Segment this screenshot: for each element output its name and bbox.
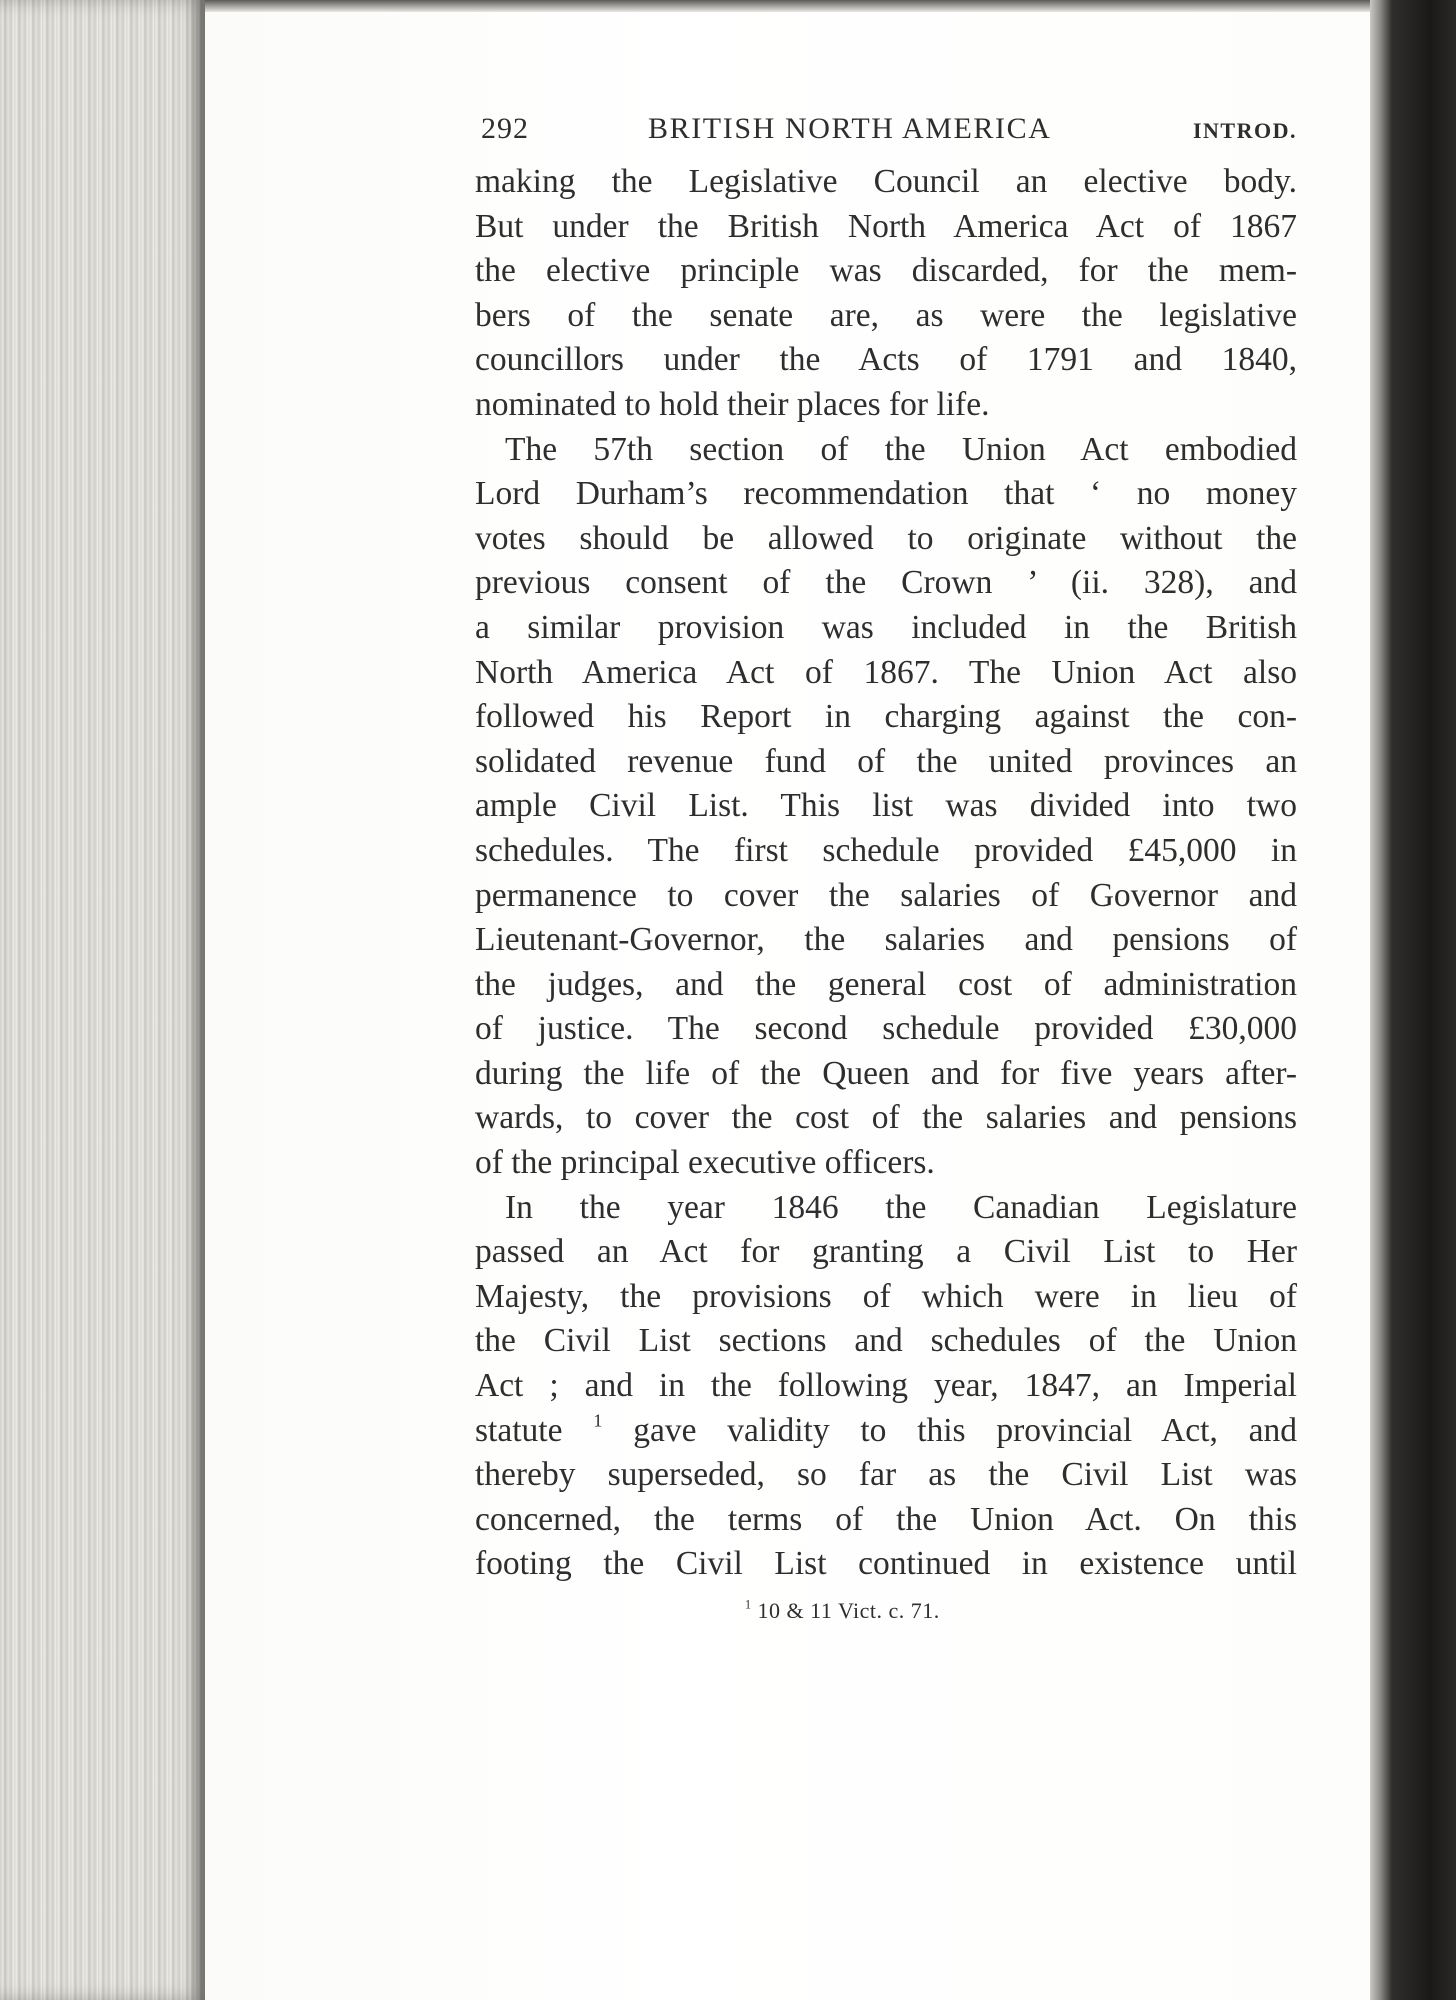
- text-line: previous consent of the Crown ’ (ii. 328), and: [475, 564, 1297, 602]
- footnote-marker: 1: [745, 1597, 752, 1612]
- text-line: concerned, the terms of the Union Act. On this: [475, 1500, 1297, 1538]
- text-line-with-footnote: [475, 1409, 1297, 1454]
- text-fragment: gave validity to this provincial Act, and: [633, 1411, 1297, 1449]
- text-line: Lieutenant-Governor, the salaries and pensions of: [475, 921, 1297, 959]
- text-line: nominated to hold their places for life.: [475, 385, 990, 423]
- page-stack-edge: [0, 0, 205, 2000]
- text-line: permanence to cover the salaries of Governor and: [475, 876, 1297, 914]
- page-number: 292: [481, 112, 529, 145]
- text-line: solidated revenue fund of the united provinces an: [475, 742, 1297, 780]
- body-text: [475, 160, 1297, 1587]
- top-shadow: [205, 0, 1370, 12]
- text-line: bers of the senate are, as were the legislative: [475, 296, 1297, 334]
- text-line: North America Act of 1867. The Union Act also: [475, 653, 1297, 691]
- text-line: votes should be allowed to originate without the: [475, 519, 1297, 557]
- text-line: the Civil List sections and schedules of the Union: [475, 1322, 1297, 1360]
- book-gutter: [1370, 0, 1456, 2000]
- text-line: of the principal executive officers.: [475, 1144, 935, 1182]
- text-line: the judges, and the general cost of administration: [475, 965, 1297, 1003]
- text-line: footing the Civil List continued in existence until: [475, 1545, 1297, 1583]
- text-line: passed an Act for granting a Civil List to Her: [475, 1233, 1297, 1271]
- text-line: wards, to cover the cost of the salaries and pensions: [475, 1099, 1297, 1137]
- text-line: The 57th section of the Union Act embodied: [505, 430, 1297, 468]
- text-fragment: statute: [475, 1411, 563, 1449]
- running-head: [475, 112, 1297, 156]
- text-line: thereby superseded, so far as the Civil List was: [475, 1456, 1297, 1494]
- text-line: schedules. The first schedule provided £45,000 in: [475, 831, 1297, 869]
- text-line: making the Legislative Council an elective body.: [475, 163, 1297, 200]
- text-line: Act ; and in the following year, 1847, an Imperial: [475, 1367, 1297, 1405]
- text-line: the elective principle was discarded, for the mem-: [475, 252, 1297, 290]
- text-line: councillors under the Acts of 1791 and 1840,: [475, 341, 1297, 379]
- text-line: a similar provision was included in the British: [475, 608, 1297, 646]
- footnote: [475, 1597, 1297, 1625]
- footnote-reference: 1: [593, 1409, 603, 1430]
- running-title: BRITISH NORTH AMERICA: [648, 112, 1052, 145]
- text-line: Majesty, the provisions of which were in lieu of: [475, 1277, 1297, 1315]
- footnote-text: 10 & 11 Vict. c. 71.: [757, 1598, 940, 1623]
- text-line: followed his Report in charging against the con-: [475, 698, 1297, 736]
- text-line: during the life of the Queen and for five years after-: [475, 1054, 1297, 1092]
- text-line: ample Civil List. This list was divided into two: [475, 787, 1297, 825]
- text-block: [475, 112, 1297, 1625]
- text-line: Lord Durham’s recommendation that ‘ no money: [475, 475, 1297, 513]
- section-label: INTROD.: [1192, 118, 1297, 143]
- text-line: But under the British North America Act of 1867: [475, 207, 1297, 245]
- text-line: of justice. The second schedule provided £30,000: [475, 1010, 1297, 1048]
- text-line: In the year 1846 the Canadian Legislature: [505, 1188, 1297, 1226]
